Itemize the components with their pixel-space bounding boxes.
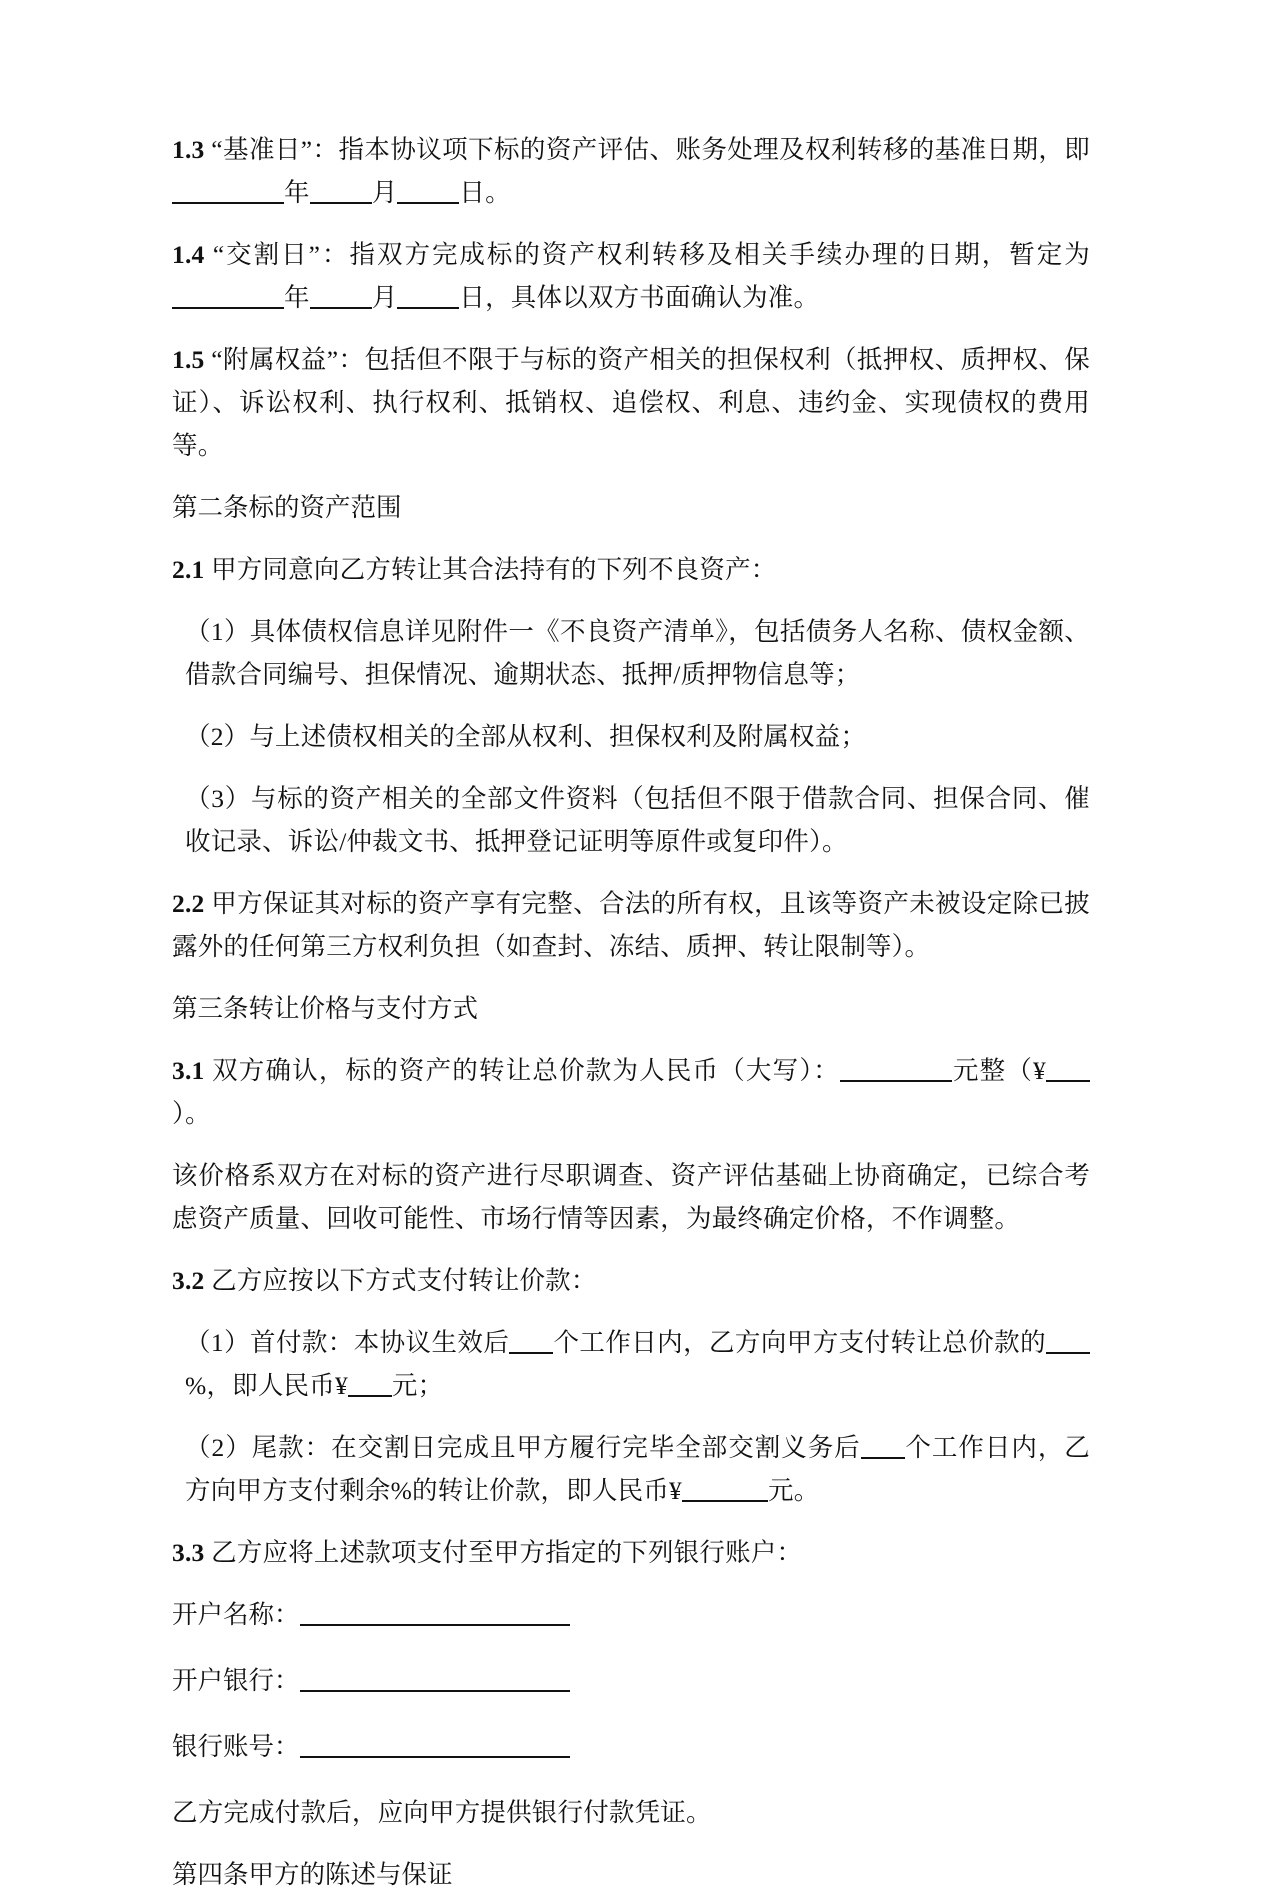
blank-year[interactable] [172,283,284,309]
clause-number: 1.3 [172,135,205,164]
clause-number: 3.3 [172,1538,205,1567]
blank-percent[interactable] [1046,1328,1090,1354]
heading-article-4: 第四条甲方的陈述与保证 [172,1860,453,1889]
blank-working-days[interactable] [509,1328,553,1354]
bank-account-name-field[interactable] [300,1600,570,1626]
clause-text-end: ）。 [172,1099,211,1128]
bank-name-label: 开户银行： [172,1666,300,1695]
clause-number: 2.2 [172,889,205,918]
blank-final-amount[interactable] [682,1476,768,1502]
clause-text: 元； [391,1371,444,1400]
clause-3-2-item-2 [172,1426,1090,1512]
clause-2-1-item-1: （1）具体债权信息详见附件一《不良资产清单》，包括债务人名称、债权金额、借款合同编号、担保情况、逾期状态、抵押/质押物信息等； [185,617,1090,689]
blank-total-price-figures[interactable] [1046,1056,1090,1082]
bank-name-field[interactable] [300,1666,570,1692]
clause-2-1-item-2: （2）与上述债权相关的全部从权利、担保权利及附属权益； [185,722,867,751]
clause-text: “基准日”：指本协议项下标的资产评估、账务处理及权利转移的基准日期，即 [211,135,1091,164]
heading-article-2: 第二条标的资产范围 [172,493,402,522]
bank-number-label: 银行账号： [172,1732,300,1761]
clause-1-4 [172,233,1090,319]
clause-text: （2）尾款：在交割日完成且甲方履行完毕全部交割义务后 [185,1433,861,1462]
clause-text: 个工作日内，乙方向甲方支付转让总价款的 [553,1328,1046,1357]
clause-3-3 [172,1531,1090,1574]
clause-2-1 [172,548,1090,591]
bank-account-name-label: 开户名称： [172,1600,300,1629]
clause-3-2 [172,1259,1090,1302]
clause-1-3 [172,128,1090,214]
clause-number: 1.5 [172,345,205,374]
clause-3-1-note: 该价格系双方在对标的资产进行尽职调查、资产评估基础上协商确定，已综合考虑资产质量、回收可能性、市场行情等因素，为最终确定价格，不作调整。 [172,1161,1090,1233]
clause-text: 乙方应将上述款项支付至甲方指定的下列银行账户： [211,1538,803,1567]
clause-3-1 [172,1049,1090,1135]
clause-text-year: 年 [284,178,310,207]
clause-text-day: 日。 [459,178,511,207]
payment-proof-note: 乙方完成付款后，应向甲方提供银行付款凭证。 [172,1798,712,1827]
clause-number: 3.1 [172,1056,205,1085]
blank-day[interactable] [397,178,459,204]
blank-year[interactable] [172,178,284,204]
clause-text: “交割日”：指双方完成标的资产权利转移及相关手续办理的日期，暂定为 [212,240,1090,269]
clause-1-5 [172,338,1090,467]
blank-day[interactable] [397,283,459,309]
clause-number: 2.1 [172,555,205,584]
clause-text: 甲方保证其对标的资产享有完整、合法的所有权，且该等资产未被设定除已披露外的任何第三方权利负担（如查封、冻结、质押、转让限制等）。 [172,889,1090,961]
bank-name-row [172,1659,1090,1702]
clause-3-2-item-1 [172,1321,1090,1407]
clause-number: 1.4 [172,240,205,269]
blank-month[interactable] [310,178,372,204]
heading-article-3: 第三条转让价格与支付方式 [172,994,479,1023]
bank-account-name-row [172,1593,1090,1636]
blank-amount[interactable] [348,1371,392,1397]
clause-text-year: 年 [284,283,310,312]
clause-2-1-item-3: （3）与标的资产相关的全部文件资料（包括但不限于借款合同、担保合同、催收记录、诉讼/仲裁文书、抵押登记证明等原件或复印件）。 [185,784,1090,856]
clause-text: %，即人民币¥ [185,1371,348,1400]
clause-text-month: 月 [371,178,398,207]
clause-text: （1）首付款：本协议生效后 [185,1328,510,1357]
clause-number: 3.2 [172,1266,205,1295]
clause-text-month: 月 [371,283,398,312]
blank-working-days[interactable] [861,1433,905,1459]
clause-text: 甲方同意向乙方转让其合法持有的下列不良资产： [211,555,777,584]
clause-text: 乙方应按以下方式支付转让价款： [211,1266,597,1295]
clause-text-currency: 元整（¥ [951,1056,1046,1085]
clause-text: 元。 [768,1476,820,1505]
blank-total-price-words[interactable] [840,1056,952,1082]
clause-text: 双方确认，标的资产的转让总价款为人民币（大写）： [212,1056,840,1085]
bank-number-row [172,1725,1090,1768]
clause-2-2 [172,882,1090,968]
blank-month[interactable] [310,283,372,309]
clause-text: 个工作日内，乙方向甲方支付剩余%的转让价款，即人民币¥ [185,1433,1090,1505]
clause-text-day: 日，具体以双方书面确认为准。 [459,283,820,312]
clause-text: “附属权益”：包括但不限于与标的资产相关的担保权利（抵押权、质押权、保证）、诉讼权利、执行权利、抵销权、追偿权、利息、违约金、实现债权的费用等。 [172,345,1091,460]
bank-number-field[interactable] [300,1732,570,1758]
